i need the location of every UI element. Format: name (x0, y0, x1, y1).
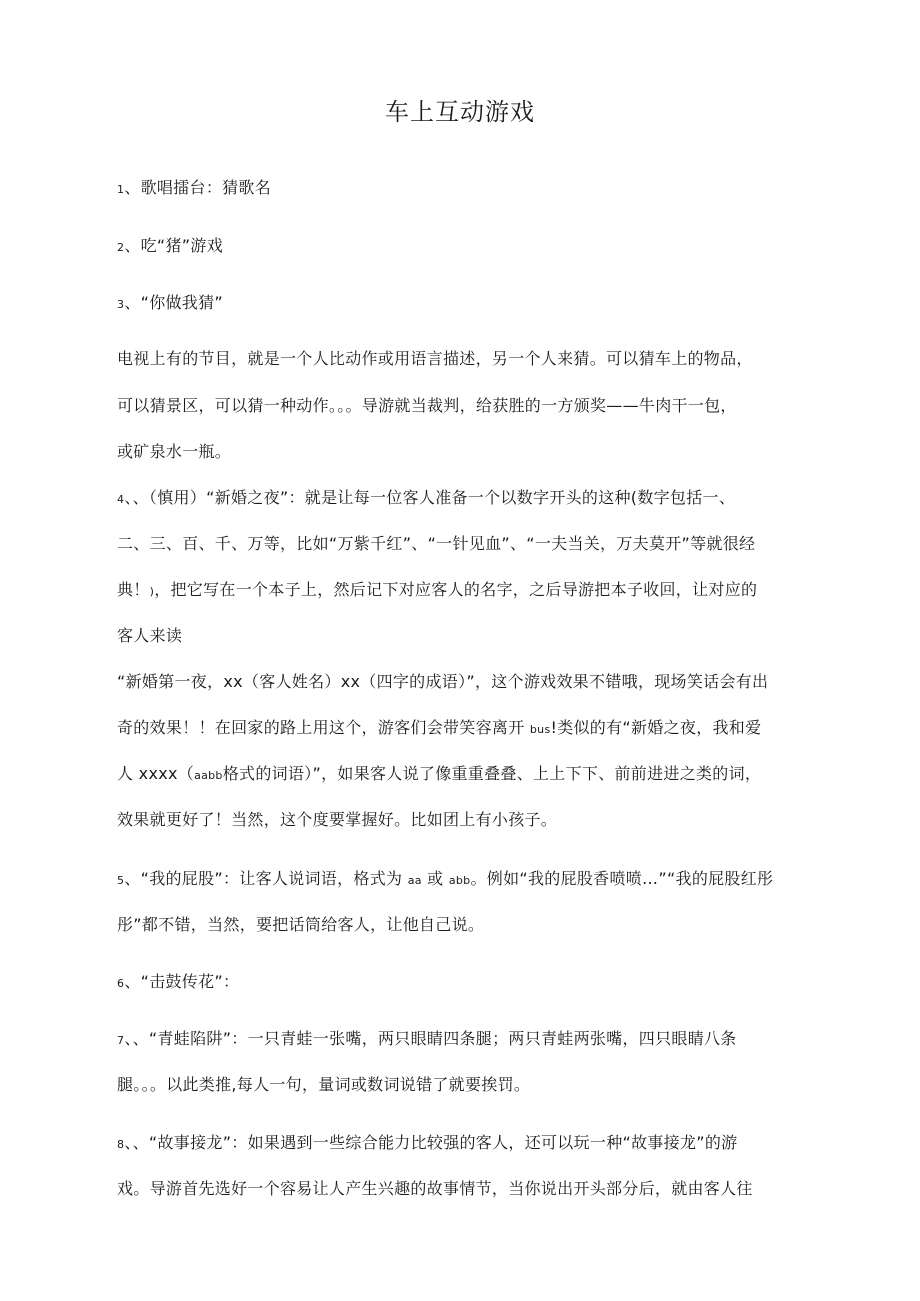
text-segment: 、“我的屁股”：让客人说词语，格式为 (124, 869, 408, 888)
text-segment-small: aa (407, 874, 422, 887)
paragraph-line (117, 579, 817, 603)
text-segment: 典！ (117, 580, 150, 599)
paragraph-line: 电视上有的节目，就是一个人比动作或用语言描述，另一个人来猜。可以猜车上的物品， (117, 349, 753, 368)
item-text: 、“击鼓传花”： (124, 972, 240, 991)
paragraph-line: 彤”都不错，当然，要把话筒给客人，让他自己说。 (117, 915, 485, 934)
item-number: 2 (117, 241, 125, 254)
paragraph-line (117, 717, 817, 741)
item-text: 、“你做我猜” (124, 293, 223, 312)
item-text: 、、“故事接龙”：如果遇到一些综合能力比较强的客人，还可以玩一种“故事接龙”的游 (124, 1133, 738, 1152)
item-number: 6 (117, 977, 125, 990)
paragraph-line (117, 763, 817, 787)
item-text: 、吃“猪”游戏 (124, 236, 223, 255)
paragraph-line: 腿。。。以此类推,每人一句，量词或数词说错了就要挨罚。 (117, 1075, 531, 1094)
item-number: 7 (117, 1034, 125, 1047)
text-segment: 格式的词语）”，如果客人说了像重重叠叠、上上下下、前前进进之类的词， (222, 764, 762, 783)
text-segment-small: abb (448, 874, 471, 887)
item-text: 、、（慎用）“新婚之夜”：就是让每一位客人准备一个以数字开头的这种(数字包括一、 (124, 488, 736, 507)
item-8 (117, 1132, 817, 1156)
paragraph-line: 可以猜景区，可以猜一种动作。。。导游就当裁判，给获胜的一方颁奖——牛肉干一包， (117, 396, 737, 415)
item-number: 4 (117, 493, 125, 506)
paragraph-line: 效果就更好了！当然，这个度要掌握好。比如团上有小孩子。 (117, 810, 558, 829)
item-text: 、、“青蛙陷阱”：一只青蛙一张嘴，两只眼睛四条腿；两只青蛙两张嘴，四只眼睛八条 (124, 1029, 737, 1048)
item-number: 5 (117, 874, 125, 887)
item-number: 8 (117, 1138, 125, 1151)
item-6 (117, 971, 817, 995)
item-2 (117, 235, 817, 259)
text-segment: 或 (421, 869, 449, 888)
text-segment-small: bus (529, 723, 551, 736)
item-5 (117, 868, 817, 892)
item-3 (117, 292, 817, 316)
text-segment: 人 xxxx（ (117, 764, 195, 783)
paragraph-line: 戏。导游首先选好一个容易让人产生兴趣的故事情节，当你说出开头部分后，就由客人往 (117, 1179, 753, 1198)
item-number: 1 (117, 183, 125, 196)
text-segment: 奇的效果！！在回家的路上用这个，游客们会带笑容离开 (117, 718, 530, 737)
item-7 (117, 1028, 817, 1052)
text-segment-small: ) (149, 585, 155, 598)
paragraph-line: 客人来读 (117, 626, 183, 645)
item-text: 、歌唱擂台：猜歌名 (124, 178, 272, 197)
text-segment-small: aabb (194, 769, 223, 782)
paragraph-line: 或矿泉水一瓶。 (117, 442, 232, 461)
text-segment: ，把它写在一个本子上，然后记下对应客人的名字，之后导游把本子收回，让对应的 (154, 580, 758, 599)
item-4 (117, 487, 817, 511)
text-segment: !类似的有“新婚之夜，我和爱 (550, 718, 762, 737)
text-segment: 。例如“我的屁股香喷喷…”“我的屁股红彤 (470, 869, 774, 888)
item-1 (117, 177, 817, 201)
document-title: 车上互动游戏 (385, 98, 535, 126)
item-number: 3 (117, 298, 125, 311)
paragraph-line: “新婚第一夜，xx（客人姓名）xx（四字的成语）”，这个游戏效果不错哦，现场笑话会有出 (117, 672, 769, 691)
paragraph-line: 二、三、百、千、万等，比如“万紫千红”、“一针见血”、“一夫当关，万夫莫开”等就很经 (117, 534, 756, 553)
